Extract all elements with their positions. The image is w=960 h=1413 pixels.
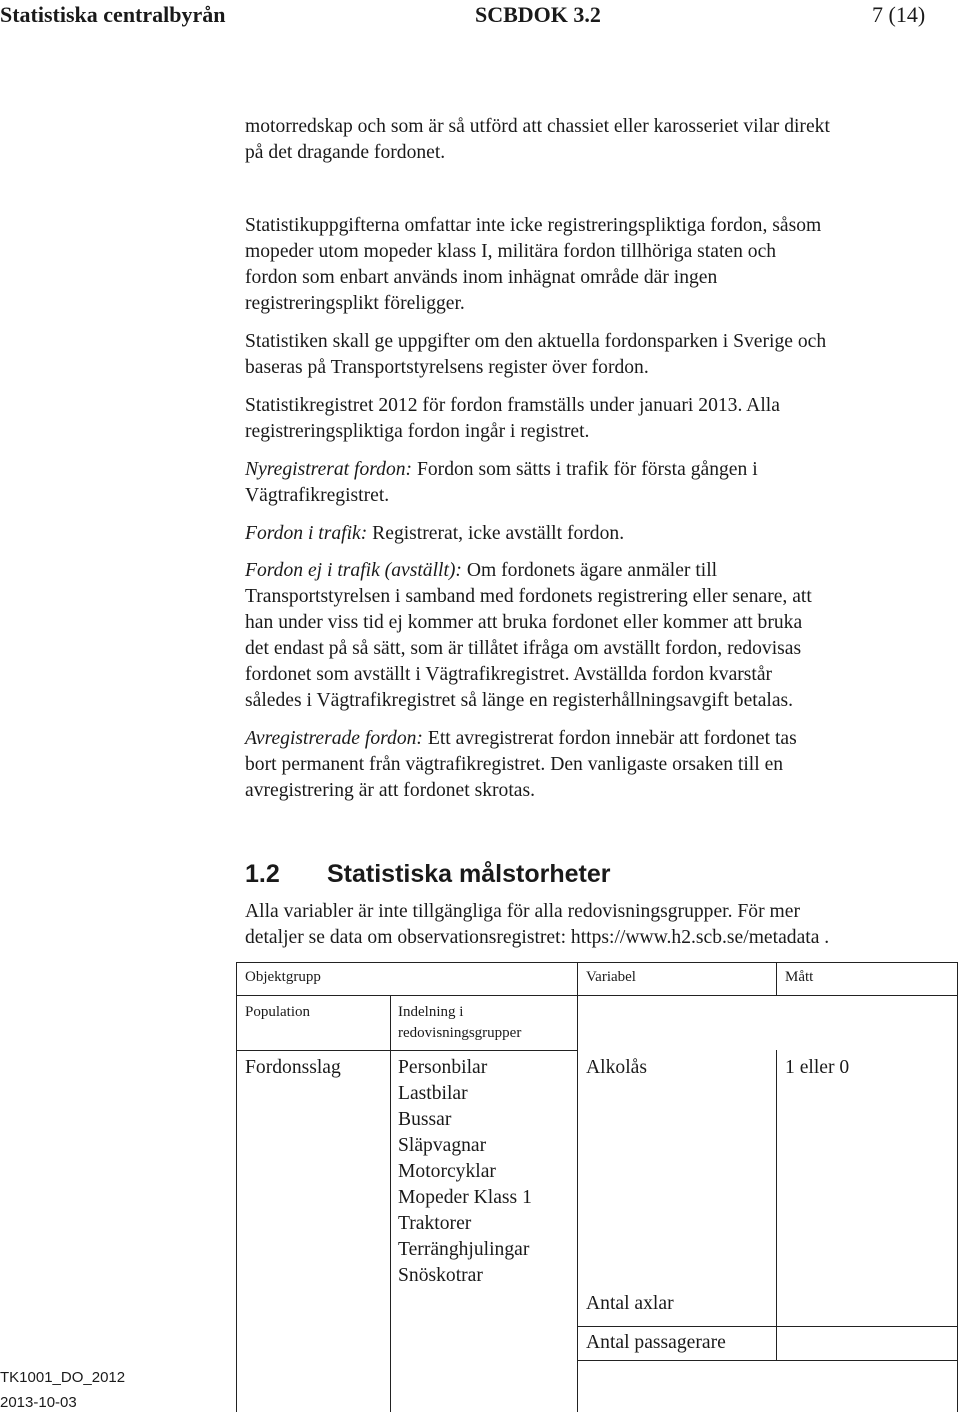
paragraph-line: registreringspliktiga fordon ingår i registret.: [245, 421, 590, 442]
table-divider-population: [390, 995, 391, 1412]
subheader-line: Indelning i: [398, 1004, 464, 1020]
table-cell-variable-antal-axlar: Antal axlar: [586, 1293, 674, 1314]
table-divider-variabel: [577, 962, 578, 1412]
paragraph-line: Vägtrafikregistret.: [245, 485, 390, 506]
paragraph-line: Statistikuppgifterna omfattar inte icke registreringspliktiga fordon, såsom: [245, 215, 822, 236]
table-cell-variable-alkolas: Alkolås: [586, 1057, 647, 1078]
paragraph-4: [245, 393, 940, 445]
paragraph-line: på det dragande fordonet.: [245, 142, 446, 163]
definition-text: Fordon som sätts i trafik för första gången i: [412, 459, 758, 480]
paragraph-line: Statistikregistret 2012 för fordon framställs under januari 2013. Alla: [245, 395, 780, 416]
table-cell-groups: [398, 1055, 532, 1289]
definition-text: Om fordonets ägare anmäler till: [461, 560, 718, 581]
group-item: Lastbilar: [398, 1083, 468, 1104]
definition-text: Ett avregistrerat fordon innebär att fordonet tas: [422, 728, 797, 749]
header-doc-id: SCBDOK 3.2: [475, 2, 601, 27]
definition-avregistrerade: [245, 726, 940, 804]
table-divider-matt: [776, 1050, 777, 1360]
definition-term: Nyregistrerat fordon:: [245, 459, 413, 480]
table-border-subheader: [236, 1050, 578, 1051]
footer-date: 2013-10-03: [0, 1394, 77, 1411]
paragraph-line: bort permanent från vägtrafikregistret. Den vanligaste orsaken till en: [245, 754, 784, 775]
paragraph-line: baseras på Transportstyrelsens register över fordon.: [245, 357, 649, 378]
table-border-top: [236, 962, 958, 963]
group-item: Motorcyklar: [398, 1161, 496, 1182]
section-title: Statistiska målstorheter: [327, 860, 611, 888]
table-subheader-population: Population: [245, 1004, 311, 1020]
group-item: Traktorer: [398, 1213, 472, 1234]
table-row-border: [577, 1326, 958, 1327]
definition-fordon-i-trafik: [245, 521, 940, 547]
paragraph-line: det endast på så sätt, som är tillåtet ifråga om avställt fordon, redovisas: [245, 638, 802, 659]
group-item: Terränghjulingar: [398, 1239, 530, 1260]
definition-text: Registrerat, icke avställt fordon.: [367, 523, 625, 544]
group-item: Snöskotrar: [398, 1265, 483, 1286]
paragraph-line: mopeder utom mopeder klass I, militära fordon tillhöriga staten och: [245, 241, 777, 262]
table-header-objektgrupp: Objektgrupp: [245, 969, 321, 985]
table-header-matt: Mått: [785, 969, 814, 985]
table-cell-population: Fordonsslag: [245, 1057, 341, 1078]
table-divider-matt-head: [776, 962, 777, 995]
group-item: Släpvagnar: [398, 1135, 487, 1156]
section-number: 1.2: [245, 860, 280, 888]
paragraph-3: [245, 329, 940, 381]
paragraph-2: [245, 213, 940, 317]
table-border-left: [236, 962, 237, 1412]
header-page-number: 7 (14): [872, 2, 926, 27]
table-header-variabel: Variabel: [586, 969, 636, 985]
paragraph-line: fordon som enbart används inom inhägnat område där ingen: [245, 267, 718, 288]
definition-term: Avregistrerade fordon:: [245, 728, 423, 749]
definition-nyregistrerat: [245, 457, 940, 509]
table-border-header: [236, 995, 958, 996]
section-intro: [245, 899, 940, 951]
subheader-line: redovisningsgrupper: [398, 1025, 522, 1041]
table-row-border: [577, 1360, 958, 1361]
group-item: Bussar: [398, 1109, 452, 1130]
definition-avstallt: [245, 558, 940, 714]
table-cell-variable-antal-passagerare: Antal passagerare: [586, 1332, 726, 1353]
paragraph-line: Alla variabler är inte tillgängliga för alla redovisningsgrupper. För mer: [245, 901, 800, 922]
paragraph-1: [245, 114, 940, 166]
paragraph-line: registreringsplikt föreligger.: [245, 293, 465, 314]
section-heading: [245, 860, 610, 889]
table-cell-measure: 1 eller 0: [785, 1057, 850, 1078]
group-item: Personbilar: [398, 1057, 488, 1078]
paragraph-line: motorredskap och som är så utförd att chassiet eller karosseriet vilar direkt: [245, 116, 830, 137]
group-item: Mopeder Klass 1: [398, 1187, 532, 1208]
footer-code: TK1001_DO_2012: [0, 1369, 126, 1386]
paragraph-line: Transportstyrelsen i samband med fordonets registrering eller senare, att: [245, 586, 812, 607]
definition-term: Fordon ej i trafik (avställt):: [245, 560, 462, 581]
paragraph-line: han under viss tid ej kommer att bruka fordonet eller kommer att bruka: [245, 612, 803, 633]
table-subheader-indelning: [398, 1002, 521, 1044]
header-org: Statistiska centralbyrån: [0, 2, 226, 27]
paragraph-line: Statistiken skall ge uppgifter om den aktuella fordonsparken i Sverige och: [245, 331, 827, 352]
paragraph-line: avregistrering är att fordonet skrotas.: [245, 780, 535, 801]
paragraph-line: således i Vägtrafikregistret så länge en registerhållningsavgift betalas.: [245, 690, 794, 711]
paragraph-line: detaljer se data om observationsregistret: https://www.h2.scb.se/metadata .: [245, 927, 830, 948]
table-border-right: [957, 962, 958, 1412]
paragraph-line: fordonet som avställt i Vägtrafikregistret. Avställda fordon kvarstår: [245, 664, 773, 685]
definition-term: Fordon i trafik:: [245, 523, 368, 544]
